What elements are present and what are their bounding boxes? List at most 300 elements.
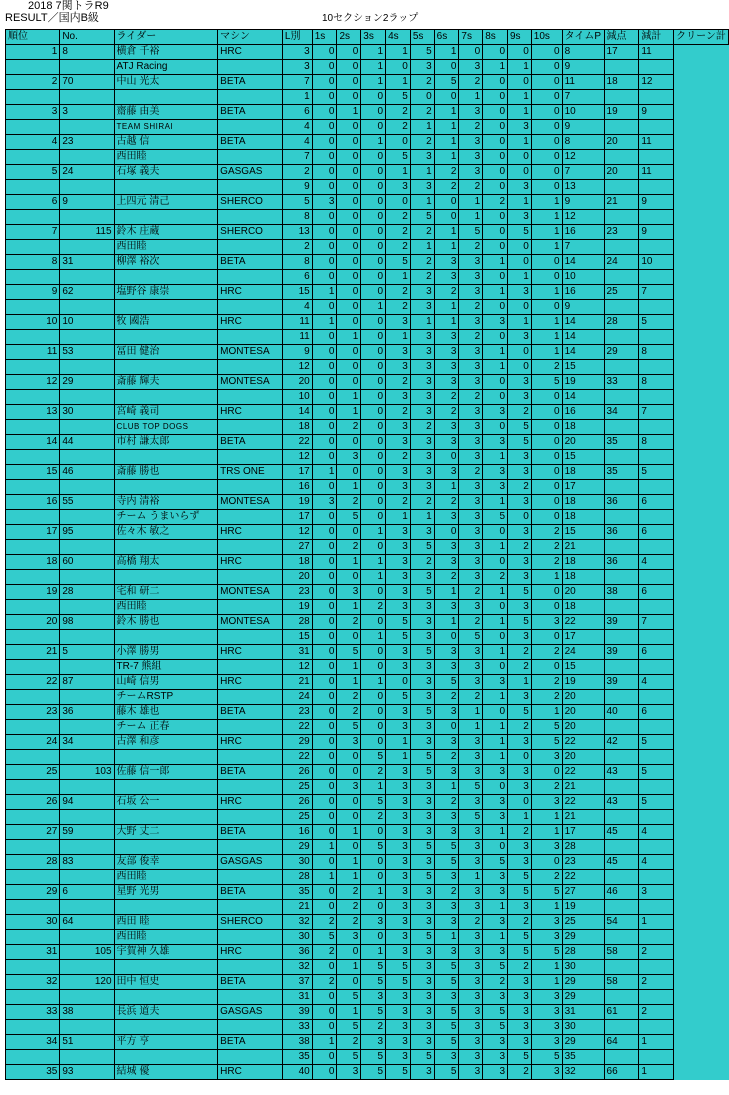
- section-score-cell: 0: [312, 765, 337, 780]
- section-score-cell: 2: [508, 720, 532, 735]
- section-score-cell: 0: [337, 315, 361, 330]
- machine-cell: BETA: [218, 705, 283, 720]
- time-penalty-cell: 0: [531, 390, 562, 405]
- penalty-cell: 14: [562, 255, 604, 270]
- clean-total-cell: 3: [639, 885, 674, 900]
- section-score-cell: 3: [459, 525, 483, 540]
- rank-cell: 13: [6, 405, 60, 420]
- section-score-cell: 0: [386, 195, 411, 210]
- penalty-total-cell: 36: [604, 495, 639, 510]
- section-score-cell: 0: [483, 525, 508, 540]
- clean-total-cell: [639, 390, 674, 405]
- penalty-cell: 14: [562, 315, 604, 330]
- section-score-cell: 3: [386, 720, 411, 735]
- section-score-cell: 0: [386, 60, 411, 75]
- penalty-cell: 17: [562, 630, 604, 645]
- lap-total-cell: 23: [282, 585, 312, 600]
- section-score-cell: 1: [386, 510, 411, 525]
- section-score-cell: 0: [312, 645, 337, 660]
- machine-cell: MONTESA: [218, 375, 283, 390]
- section-score-cell: 5: [337, 1050, 361, 1065]
- penalty-total-cell: 43: [604, 795, 639, 810]
- machine-cell: [218, 660, 283, 675]
- penalty-cell: 18: [562, 420, 604, 435]
- section-score-cell: 3: [459, 855, 483, 870]
- section-score-cell: 0: [483, 840, 508, 855]
- section-score-cell: 2: [410, 555, 434, 570]
- section-score-cell: 1: [337, 600, 361, 615]
- section-score-cell: 3: [386, 465, 411, 480]
- team-cell: [114, 900, 218, 915]
- section-score-cell: 2: [386, 495, 411, 510]
- section-score-cell: 3: [508, 120, 532, 135]
- time-penalty-cell: 1: [531, 570, 562, 585]
- clean-total-cell: [639, 810, 674, 825]
- section-score-cell: 1: [483, 825, 508, 840]
- number-cell: [60, 1050, 114, 1065]
- clean-total-cell: 6: [639, 705, 674, 720]
- section-score-cell: 3: [386, 1005, 411, 1020]
- section-score-cell: 5: [410, 930, 434, 945]
- clean-total-cell: [639, 270, 674, 285]
- section-score-cell: 3: [434, 345, 459, 360]
- section-score-cell: 5: [386, 1065, 411, 1080]
- section-score-cell: 3: [459, 1065, 483, 1080]
- section-score-cell: 1: [312, 1035, 337, 1050]
- rank-cell: 34: [6, 1035, 60, 1050]
- number-cell: [60, 750, 114, 765]
- rider-cell: 鈴木 庄蔵: [114, 225, 218, 240]
- column-header: 1s: [312, 30, 337, 45]
- clean-total-cell: 2: [639, 945, 674, 960]
- section-score-cell: 1: [483, 645, 508, 660]
- penalty-cell: 14: [562, 390, 604, 405]
- section-score-cell: 0: [361, 645, 386, 660]
- section-score-cell: 1: [312, 870, 337, 885]
- section-score-cell: 3: [434, 705, 459, 720]
- section-score-cell: 3: [386, 645, 411, 660]
- penalty-total-cell: 43: [604, 765, 639, 780]
- section-score-cell: 1: [508, 675, 532, 690]
- section-score-cell: 1: [434, 150, 459, 165]
- rank-cell: [6, 420, 60, 435]
- section-score-cell: 3: [434, 915, 459, 930]
- section-score-cell: 3: [459, 510, 483, 525]
- penalty-cell: 20: [562, 690, 604, 705]
- rider-cell: 佐々木 敏之: [114, 525, 218, 540]
- section-score-cell: 2: [483, 975, 508, 990]
- section-score-cell: 2: [361, 765, 386, 780]
- machine-cell: [218, 870, 283, 885]
- penalty-total-cell: [604, 780, 639, 795]
- lap-total-cell: 28: [282, 870, 312, 885]
- rank-cell: [6, 210, 60, 225]
- clean-total-cell: [639, 210, 674, 225]
- section-score-cell: 2: [434, 165, 459, 180]
- number-cell: [60, 420, 114, 435]
- clean-total-cell: 1: [639, 1065, 674, 1080]
- penalty-cell: 10: [562, 105, 604, 120]
- lap-total-cell: 35: [282, 1050, 312, 1065]
- column-header: ライダー: [114, 30, 218, 45]
- section-score-cell: 1: [337, 405, 361, 420]
- number-cell: 9: [60, 195, 114, 210]
- team-cell: [114, 960, 218, 975]
- lap-total-cell: 6: [282, 105, 312, 120]
- team-cell: [114, 780, 218, 795]
- result-row: [6, 945, 729, 960]
- section-score-cell: 2: [386, 120, 411, 135]
- section-score-cell: 1: [312, 465, 337, 480]
- machine-cell: [218, 480, 283, 495]
- lap-total-cell: 24: [282, 690, 312, 705]
- section-score-cell: 1: [361, 780, 386, 795]
- clean-total-cell: [639, 990, 674, 1005]
- section-score-cell: 3: [459, 285, 483, 300]
- section-score-cell: 0: [312, 555, 337, 570]
- time-penalty-cell: 3: [531, 990, 562, 1005]
- section-score-cell: 0: [312, 45, 337, 60]
- section-score-cell: 2: [459, 240, 483, 255]
- section-score-cell: 2: [508, 480, 532, 495]
- result-row: [6, 135, 729, 150]
- time-penalty-cell: 1: [531, 240, 562, 255]
- time-penalty-cell: 2: [531, 675, 562, 690]
- team-cell: [114, 270, 218, 285]
- team-cell: [114, 1050, 218, 1065]
- lap-total-cell: 26: [282, 765, 312, 780]
- lap-total-cell: 7: [282, 75, 312, 90]
- section-score-cell: 3: [410, 450, 434, 465]
- section-score-cell: 5: [312, 930, 337, 945]
- penalty-cell: 28: [562, 840, 604, 855]
- column-header: 4s: [386, 30, 411, 45]
- number-cell: [60, 210, 114, 225]
- section-score-cell: 3: [508, 390, 532, 405]
- penalty-cell: 9: [562, 300, 604, 315]
- lap-total-cell: 17: [282, 465, 312, 480]
- number-cell: 38: [60, 1005, 114, 1020]
- section-score-cell: 3: [459, 495, 483, 510]
- section-score-cell: 5: [508, 225, 532, 240]
- rank-cell: 23: [6, 705, 60, 720]
- clean-total-cell: 8: [639, 375, 674, 390]
- lap-total-cell: 2: [282, 165, 312, 180]
- section-score-cell: 0: [361, 195, 386, 210]
- machine-cell: SHERCO: [218, 195, 283, 210]
- section-score-cell: 0: [312, 1050, 337, 1065]
- section-score-cell: 3: [410, 900, 434, 915]
- time-penalty-cell: 2: [531, 540, 562, 555]
- section-score-cell: 0: [337, 435, 361, 450]
- section-score-cell: 3: [459, 150, 483, 165]
- section-score-cell: 3: [386, 930, 411, 945]
- penalty-total-cell: 29: [604, 345, 639, 360]
- penalty-cell: 7: [562, 240, 604, 255]
- section-score-cell: 2: [459, 690, 483, 705]
- time-penalty-cell: 0: [531, 300, 562, 315]
- lap-total-cell: 12: [282, 450, 312, 465]
- section-score-cell: 3: [410, 285, 434, 300]
- section-score-cell: 3: [434, 375, 459, 390]
- section-score-cell: 0: [337, 360, 361, 375]
- penalty-cell: 16: [562, 285, 604, 300]
- column-header: マシン: [218, 30, 283, 45]
- section-score-cell: 5: [410, 750, 434, 765]
- time-penalty-cell: 2: [531, 360, 562, 375]
- section-score-cell: 0: [361, 720, 386, 735]
- section-score-cell: 1: [434, 300, 459, 315]
- result-row-lap2: [6, 390, 729, 405]
- result-row-lap2: [6, 480, 729, 495]
- team-cell: 西田睦: [114, 600, 218, 615]
- penalty-cell: 19: [562, 675, 604, 690]
- section-score-cell: 3: [459, 60, 483, 75]
- result-row-lap2: [6, 960, 729, 975]
- section-score-cell: 3: [410, 675, 434, 690]
- lap-total-cell: 3: [282, 60, 312, 75]
- section-score-cell: 3: [386, 345, 411, 360]
- column-header: 10s: [531, 30, 562, 45]
- result-row-lap2: [6, 540, 729, 555]
- section-score-cell: 1: [434, 780, 459, 795]
- time-penalty-cell: 1: [531, 975, 562, 990]
- section-score-cell: 3: [410, 1035, 434, 1050]
- section-score-cell: 0: [312, 660, 337, 675]
- section-score-cell: 3: [386, 540, 411, 555]
- rider-cell: 石塚 義夫: [114, 165, 218, 180]
- result-row: [6, 975, 729, 990]
- machine-cell: [218, 150, 283, 165]
- section-score-cell: 0: [483, 780, 508, 795]
- result-row: [6, 645, 729, 660]
- machine-cell: HRC: [218, 285, 283, 300]
- section-score-cell: 1: [459, 870, 483, 885]
- team-cell: [114, 1020, 218, 1035]
- lap-total-cell: 9: [282, 180, 312, 195]
- section-score-cell: 1: [312, 315, 337, 330]
- machine-cell: BETA: [218, 885, 283, 900]
- section-score-cell: 1: [434, 930, 459, 945]
- rank-cell: [6, 810, 60, 825]
- clean-total-cell: [639, 510, 674, 525]
- lap-total-cell: 30: [282, 930, 312, 945]
- time-penalty-cell: 3: [531, 1005, 562, 1020]
- result-row-lap2: [6, 660, 729, 675]
- lap-total-cell: 3: [282, 45, 312, 60]
- section-score-cell: 0: [361, 390, 386, 405]
- section-score-cell: 5: [386, 255, 411, 270]
- penalty-cell: 20: [562, 750, 604, 765]
- section-score-cell: 1: [361, 570, 386, 585]
- time-penalty-cell: 5: [531, 735, 562, 750]
- section-score-cell: 3: [483, 915, 508, 930]
- section-score-cell: 0: [361, 735, 386, 750]
- clean-total-cell: 6: [639, 645, 674, 660]
- penalty-total-cell: 36: [604, 525, 639, 540]
- section-score-cell: 1: [361, 45, 386, 60]
- clean-total-cell: [639, 930, 674, 945]
- number-cell: 36: [60, 705, 114, 720]
- section-score-cell: 3: [459, 420, 483, 435]
- machine-cell: MONTESA: [218, 615, 283, 630]
- rider-cell: 田中 恒史: [114, 975, 218, 990]
- time-penalty-cell: 2: [531, 555, 562, 570]
- column-header: 6s: [434, 30, 459, 45]
- clean-total-cell: 9: [639, 195, 674, 210]
- section-score-cell: 1: [434, 135, 459, 150]
- section-score-cell: 3: [410, 60, 434, 75]
- lap-total-cell: 38: [282, 1035, 312, 1050]
- team-cell: [114, 570, 218, 585]
- result-row: [6, 255, 729, 270]
- section-score-cell: 0: [337, 285, 361, 300]
- section-score-cell: 3: [508, 600, 532, 615]
- machine-cell: HRC: [218, 795, 283, 810]
- rank-cell: [6, 360, 60, 375]
- clean-total-cell: 4: [639, 555, 674, 570]
- section-score-cell: 2: [312, 945, 337, 960]
- machine-cell: HRC: [218, 945, 283, 960]
- section-score-cell: 5: [410, 1050, 434, 1065]
- section-score-cell: 3: [459, 570, 483, 585]
- section-score-cell: 0: [312, 825, 337, 840]
- penalty-cell: 15: [562, 360, 604, 375]
- team-cell: [114, 210, 218, 225]
- penalty-total-cell: 35: [604, 435, 639, 450]
- section-score-cell: 3: [361, 1035, 386, 1050]
- rank-cell: 24: [6, 735, 60, 750]
- number-cell: [60, 510, 114, 525]
- penalty-cell: 10: [562, 270, 604, 285]
- column-header: 減計: [639, 30, 674, 45]
- section-score-cell: 2: [410, 255, 434, 270]
- section-score-cell: 0: [508, 255, 532, 270]
- section-score-cell: 0: [483, 630, 508, 645]
- number-cell: [60, 450, 114, 465]
- penalty-cell: 19: [562, 900, 604, 915]
- rider-cell: 中山 光太: [114, 75, 218, 90]
- section-score-cell: 0: [361, 225, 386, 240]
- team-cell: チームRSTP: [114, 690, 218, 705]
- machine-cell: HRC: [218, 405, 283, 420]
- penalty-total-cell: 39: [604, 675, 639, 690]
- penalty-total-cell: [604, 930, 639, 945]
- section-score-cell: 5: [483, 855, 508, 870]
- machine-cell: HRC: [218, 525, 283, 540]
- section-score-cell: 1: [386, 165, 411, 180]
- section-score-cell: 3: [459, 930, 483, 945]
- section-score-cell: 3: [459, 435, 483, 450]
- rider-cell: 宇賀神 久雄: [114, 945, 218, 960]
- section-score-cell: 2: [410, 495, 434, 510]
- number-cell: [60, 810, 114, 825]
- time-penalty-cell: 0: [531, 450, 562, 465]
- section-score-cell: 3: [508, 570, 532, 585]
- clean-total-cell: [639, 720, 674, 735]
- column-header: 5s: [410, 30, 434, 45]
- result-row: [6, 1005, 729, 1020]
- number-cell: [60, 780, 114, 795]
- section-score-cell: 2: [434, 750, 459, 765]
- machine-cell: GASGAS: [218, 165, 283, 180]
- penalty-total-cell: [604, 240, 639, 255]
- section-score-cell: 3: [508, 1005, 532, 1020]
- penalty-total-cell: [604, 870, 639, 885]
- section-score-cell: 1: [508, 315, 532, 330]
- number-cell: 103: [60, 765, 114, 780]
- section-score-cell: 3: [459, 255, 483, 270]
- rank-cell: 11: [6, 345, 60, 360]
- machine-cell: [218, 540, 283, 555]
- time-penalty-cell: 3: [531, 1035, 562, 1050]
- section-score-cell: 1: [337, 660, 361, 675]
- clean-total-cell: 5: [639, 465, 674, 480]
- section-score-cell: 3: [459, 900, 483, 915]
- time-penalty-cell: 0: [531, 420, 562, 435]
- section-score-cell: 3: [483, 1065, 508, 1080]
- section-score-cell: 0: [312, 90, 337, 105]
- time-penalty-cell: 2: [531, 780, 562, 795]
- time-penalty-cell: 0: [531, 165, 562, 180]
- section-score-cell: 3: [337, 1065, 361, 1080]
- clean-total-cell: 5: [639, 315, 674, 330]
- time-penalty-cell: 2: [531, 690, 562, 705]
- clean-total-cell: [639, 840, 674, 855]
- penalty-total-cell: [604, 480, 639, 495]
- team-cell: [114, 180, 218, 195]
- number-cell: 94: [60, 795, 114, 810]
- section-score-cell: 3: [483, 945, 508, 960]
- machine-cell: BETA: [218, 825, 283, 840]
- section-score-cell: 3: [483, 1035, 508, 1050]
- section-score-cell: 3: [361, 915, 386, 930]
- section-score-cell: 3: [337, 585, 361, 600]
- machine-cell: [218, 120, 283, 135]
- result-row: [6, 1065, 729, 1080]
- result-row: [6, 735, 729, 750]
- section-score-cell: 3: [459, 375, 483, 390]
- section-score-cell: 3: [386, 945, 411, 960]
- rank-cell: [6, 630, 60, 645]
- time-penalty-cell: 0: [531, 495, 562, 510]
- lap-total-cell: 6: [282, 270, 312, 285]
- clean-total-cell: [639, 300, 674, 315]
- clean-total-cell: [639, 90, 674, 105]
- time-penalty-cell: 0: [531, 90, 562, 105]
- machine-cell: HRC: [218, 1065, 283, 1080]
- section-score-cell: 5: [361, 1050, 386, 1065]
- rank-cell: [6, 900, 60, 915]
- section-score-cell: 1: [337, 480, 361, 495]
- number-cell: [60, 270, 114, 285]
- penalty-cell: 7: [562, 90, 604, 105]
- penalty-total-cell: 19: [604, 105, 639, 120]
- penalty-cell: 29: [562, 990, 604, 1005]
- result-row-lap2: [6, 270, 729, 285]
- penalty-cell: 12: [562, 210, 604, 225]
- section-score-cell: 0: [508, 45, 532, 60]
- number-cell: [60, 900, 114, 915]
- section-score-cell: 5: [434, 675, 459, 690]
- machine-cell: [218, 600, 283, 615]
- section-score-cell: 2: [312, 915, 337, 930]
- rider-cell: 古澤 和彦: [114, 735, 218, 750]
- section-score-cell: 3: [508, 990, 532, 1005]
- section-score-cell: 0: [483, 330, 508, 345]
- section-score-cell: 3: [337, 930, 361, 945]
- penalty-cell: 29: [562, 1035, 604, 1050]
